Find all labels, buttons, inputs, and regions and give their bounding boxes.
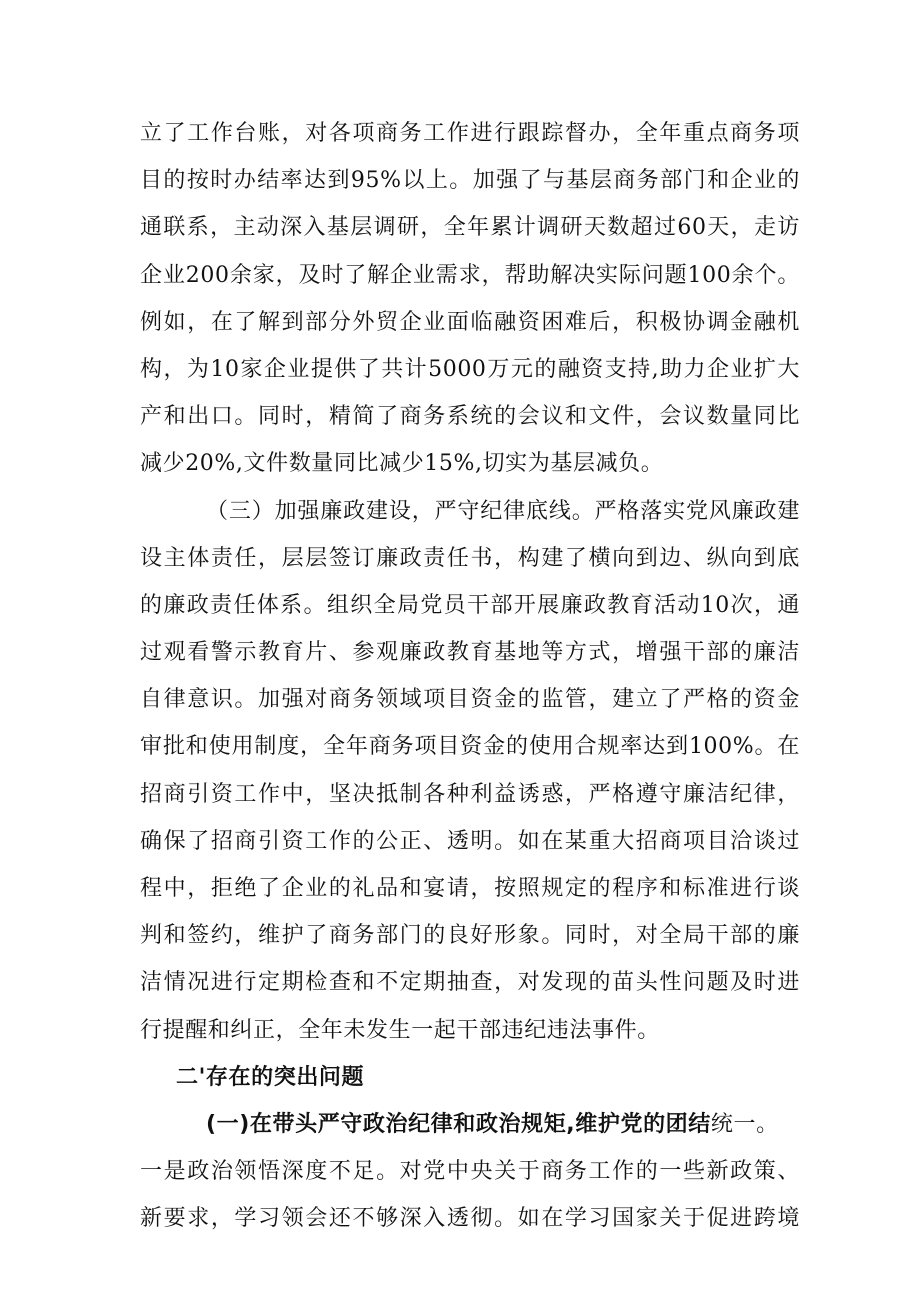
subsection-heading-rest: 统一。 xyxy=(710,1111,779,1137)
body-line: （三）加强廉政建设，严守纪律底线。严格落实党风廉政建 xyxy=(206,498,800,524)
body-line: 洁情况进行定期检查和不定期抽查，对发现的苗头性问题及时进 xyxy=(140,970,800,996)
body-line: 过观看警示教育片、参观廉政教育基地等方式，增强干部的廉洁 xyxy=(140,640,800,666)
body-line: 招商引资工作中，坚决抵制各种利益诱惑，严格遵守廉洁纪律， xyxy=(140,781,800,807)
subsection-heading xyxy=(140,1101,800,1148)
body-line: 构，为10家企业提供了共计5000万元的融资支持,助力企业扩大 xyxy=(140,356,800,382)
body-line: 判和签约，维护了商务部门的良好形象。同时，对全局干部的廉 xyxy=(140,923,800,949)
body-line: 程中，拒绝了企业的礼品和宴请，按照规定的程序和标准进行谈 xyxy=(140,876,800,901)
body-line: 减少20%,文件数量同比减少15%,切实为基层减负。 xyxy=(140,451,664,477)
body-line: 确保了招商引资工作的公正、透明。如在某重大招商项目洽谈过 xyxy=(140,828,800,854)
body-line: 目的按时办结率达到95%以上。加强了与基层商务部门和企业的 xyxy=(140,168,800,194)
subsection-heading-bold: (一)在带头严守政治纪律和政治规矩,维护党的团结 xyxy=(206,1111,711,1137)
body-line: 例如，在了解到部分外贸企业面临融资困难后，积极协调金融机 xyxy=(140,309,800,335)
body-line: 企业200余家，及时了解企业需求，帮助解决实际问题100余个。 xyxy=(140,262,800,288)
body-line: 审批和使用制度，全年商务项目资金的使用合规率达到100%。在 xyxy=(140,734,800,760)
body-line: 设主体责任，层层签订廉政责任书，构建了横向到边、纵向到底 xyxy=(140,545,800,571)
section-heading: 二'存在的突出问题 xyxy=(176,1064,365,1090)
body-line: 自律意识。加强对商务领域项目资金的监管，建立了严格的资金 xyxy=(140,687,800,713)
body-line: 产和出口。同时，精简了商务系统的会议和文件，会议数量同比 xyxy=(140,404,800,430)
body-line: 通联系，主动深入基层调研，全年累计调研天数超过60天，走访 xyxy=(140,215,800,241)
body-line: 行提醒和纠正，全年未发生一起干部违纪违法事件。 xyxy=(140,1017,660,1043)
body-line: 新要求，学习领会还不够深入透彻。如在学习国家关于促进跨境 xyxy=(140,1206,800,1232)
body-line: 立了工作台账，对各项商务工作进行跟踪督办，全年重点商务项 xyxy=(140,121,800,146)
body-line: 一是政治领悟深度不足。对党中央关于商务工作的一些新政策、 xyxy=(140,1159,800,1185)
body-line: 的廉政责任体系。组织全局党员干部开展廉政教育活动10次，通 xyxy=(140,592,800,618)
document-body xyxy=(140,110,800,1243)
